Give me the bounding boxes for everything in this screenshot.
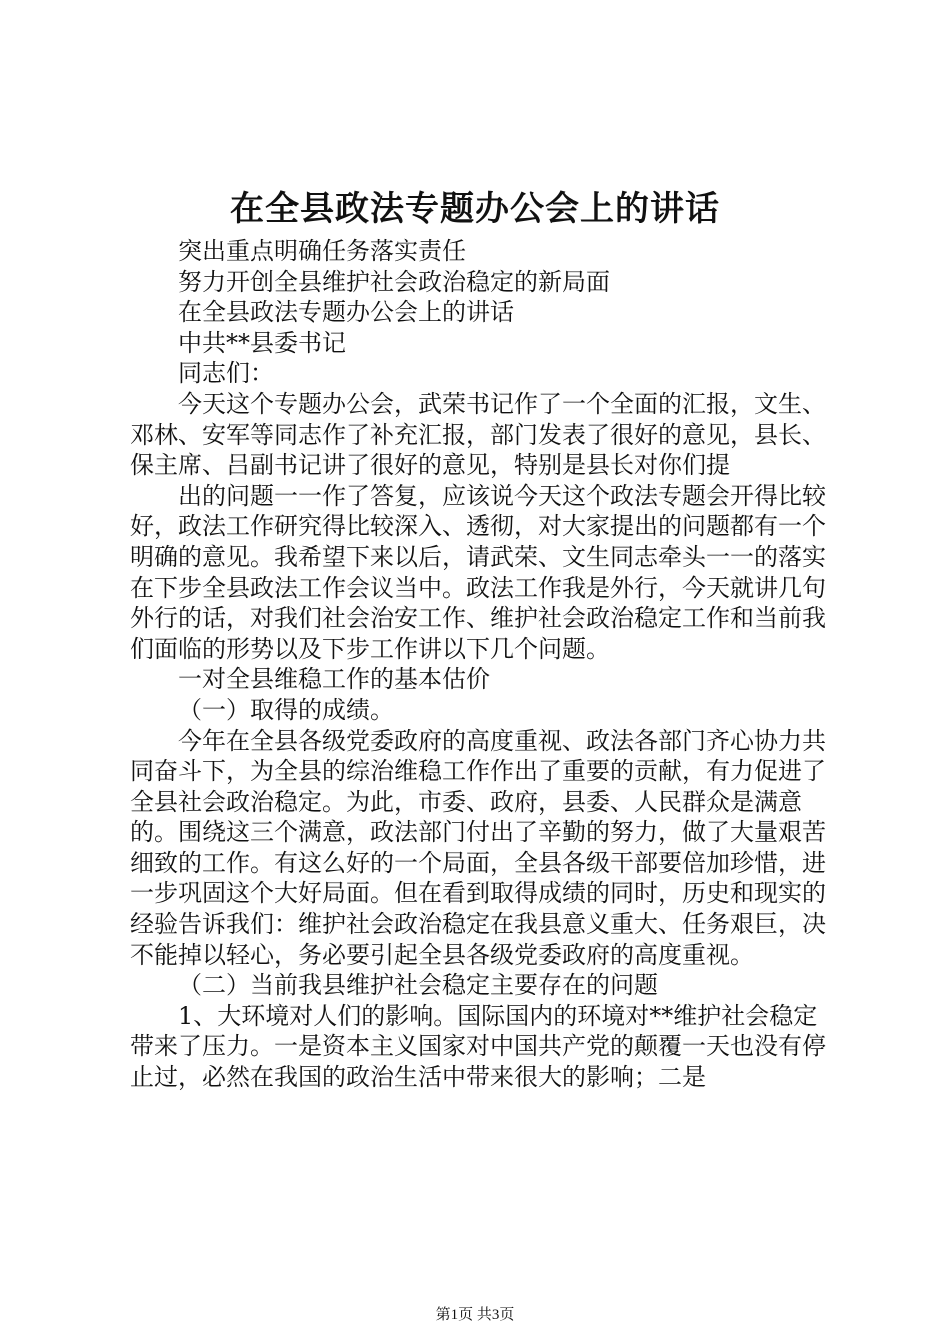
salutation: 同志们： bbox=[178, 359, 274, 388]
section-heading: 一对全县维稳工作的基本估价 bbox=[178, 665, 490, 694]
subtitle-line: 突出重点明确任务落实责任 bbox=[178, 237, 466, 265]
document-body bbox=[130, 236, 830, 1093]
document-title: 在全县政法专题办公会上的讲话 bbox=[230, 189, 720, 229]
speech-title-line: 在全县政法专题办公会上的讲话 bbox=[178, 298, 514, 327]
body-paragraph: 出的问题一一作了答复，应该说今天这个政法专题会开得比较好，政法工作研究得比较深入、透彻，对大家提出的问题都有一个明确的意见。我希望下来以后，请武荣、文生同志牵头一一的落实在下步全县政法工作会议当中。政法工作我是外行，今天就讲几句外行的话，对我们社会治安工作、维护社会政治稳定工作和当前我们面临的形势以及下步工作讲以下几个问题。 bbox=[130, 481, 826, 663]
subtitle-line: 努力开创全县维护社会政治稳定的新局面 bbox=[178, 267, 610, 296]
body-paragraph: 今天这个专题办公会，武荣书记作了一个全面的汇报，文生、邓林、安军等同志作了补充汇报，部门发表了很好的意见，县长、保主席、吕副书记讲了很好的意见，特别是县长对你们提 bbox=[130, 389, 826, 480]
page-footer: 第1页 共3页 bbox=[435, 1307, 515, 1323]
body-paragraph: 今年在全县各级党委政府的高度重视、政法各部门齐心协力共同奋斗下，为全县的综治维稳工作作出了重要的贡献，有力促进了全县社会政治稳定。为此，市委、政府，县委、人民群众是满意的。围绕这三个满意，政法部门付出了辛勤的努力，做了大量艰苦细致的工作。有这么好的一个局面，全县各级干部要倍加珍惜，进一步巩固这个大好局面。但在看到取得成绩的同时，历史和现实的经验告诉我们：维护社会政治稳定在我县意义重大、任务艰巨，决不能掉以轻心，务必要引起全县各级党委政府的高度重视。 bbox=[130, 726, 826, 969]
body-paragraph: 1、大环境对人们的影响。国际国内的环境对**维护社会稳定带来了压力。一是资本主义国家对中国共产党的颠覆一天也没有停止过，必然在我国的政治生活中带来很大的影响；二是 bbox=[130, 1001, 826, 1092]
speaker-line: 中共**县委书记 bbox=[178, 328, 346, 357]
subsection-heading: （二）当前我县维护社会稳定主要存在的问题 bbox=[178, 971, 658, 1000]
subsection-heading: （一）取得的成绩。 bbox=[178, 695, 394, 724]
